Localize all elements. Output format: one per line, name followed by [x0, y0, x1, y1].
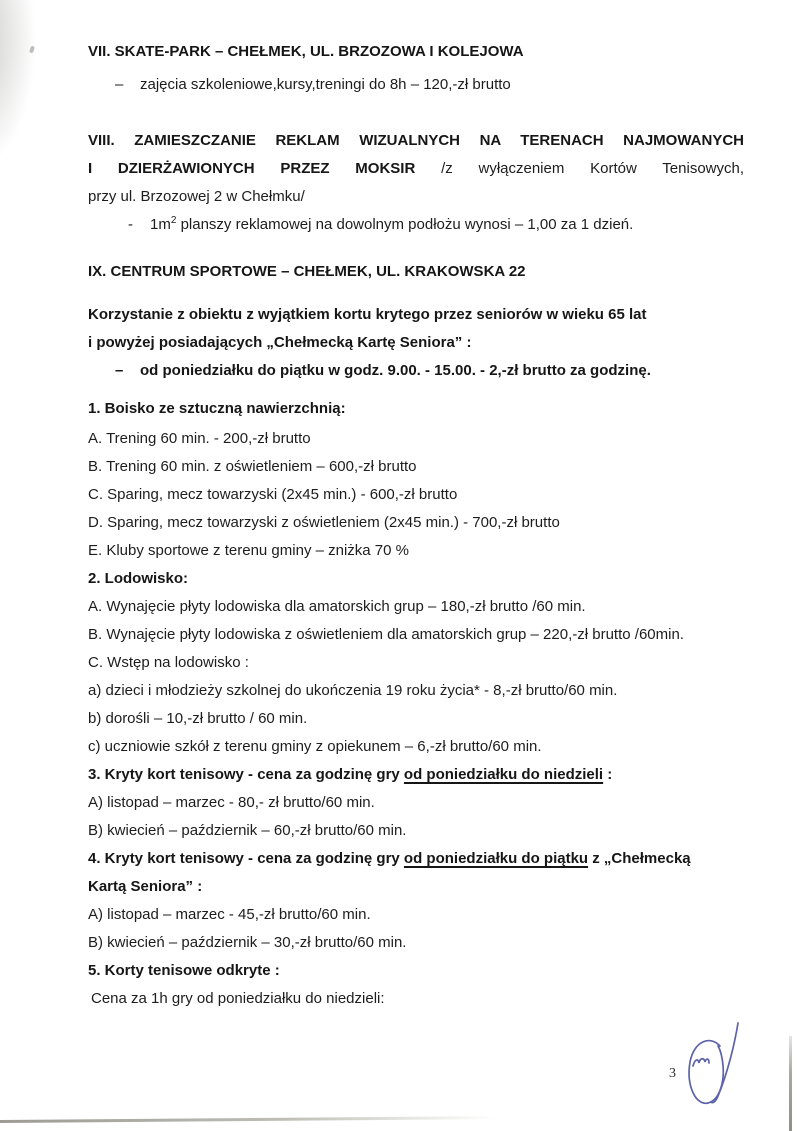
scan-edge-bottom	[0, 1116, 505, 1123]
list-item: A) listopad – marzec - 45,-zł brutto/60 min.	[88, 906, 371, 923]
list-item: B. Wynajęcie płyty lodowiska z oświetleniem dla amatorskich grup – 220,-zł brutto /60min.	[88, 626, 684, 643]
scan-edge-right	[789, 1036, 792, 1131]
section-9-item-text: od poniedziałku do piątku w godz. 9.00. - 15.00. - 2,-zł brutto za godzinę.	[140, 362, 651, 379]
heading-text-part: 3. Kryty kort tenisowy - cena za godzinę gry	[88, 766, 404, 783]
item-text-part: planszy reklamowej na dowolnym podłożu wynosi – 1,00 za 1 dzień.	[176, 216, 634, 233]
section-7-item-text: zajęcia szkoleniowe,kursy,treningi do 8h – 120,-zł brutto	[140, 76, 511, 93]
section-8-item-text	[150, 216, 633, 233]
list-item: C. Wstęp na lodowisko :	[88, 654, 249, 671]
section-9-item	[88, 357, 744, 385]
list-item: A) listopad – marzec - 80,- zł brutto/60 min.	[88, 794, 375, 811]
list-item: A. Wynajęcie płyty lodowiska dla amatorskich grup – 180,-zł brutto /60 min.	[88, 598, 586, 615]
heading-text-part: :	[603, 766, 613, 783]
list-item: D. Sparing, mecz towarzyski z oświetleniem (2x45 min.) - 700,-zł brutto	[88, 514, 560, 531]
scan-shadow-top-left	[0, 0, 70, 220]
section-9-heading: IX. CENTRUM SPORTOWE – CHEŁMEK, UL. KRAKOWSKA 22	[88, 263, 526, 280]
item-text-part: 1m	[150, 216, 171, 233]
section-9-intro-line2: i powyżej posiadających „Chełmecką Kartę Seniora” :	[88, 334, 472, 351]
list-item: B. Trening 60 min. z oświetleniem – 600,-zł brutto	[88, 458, 417, 475]
section-8-item	[88, 211, 744, 239]
list-item: B) kwiecień – październik – 60,-zł brutto/60 min.	[88, 822, 407, 839]
section-7-heading: VII. SKATE-PARK – CHEŁMEK, UL. BRZOZOWA I KOLEJOWA	[88, 43, 524, 60]
subsection-3-heading	[88, 761, 744, 789]
section-8-heading-line2-normal: /z wyłączeniem Kortów Tenisowych,	[441, 160, 744, 177]
document-body	[88, 38, 744, 1013]
scan-speck	[29, 46, 35, 54]
heading-text-part: z „Chełmecką	[588, 850, 691, 867]
signature-handwritten-icon	[680, 1012, 750, 1112]
heading-underlined-part: od poniedziałku do piątku	[403, 850, 589, 867]
subsection-4-heading-line2: Kartą Seniora” :	[88, 878, 203, 895]
section-8-heading-line1: VIII. ZAMIESZCZANIE REKLAM WIZUALNYCH NA TERENACH NAJMOWANYCH	[88, 132, 744, 149]
subsection-2-heading: 2. Lodowisko:	[88, 570, 189, 587]
section-7-item	[88, 71, 744, 99]
section-8-heading-line2-bold: I DZIERŻAWIONYCH PRZEZ MOKSIR	[88, 160, 416, 177]
heading-underlined-part: od poniedziałku do niedzieli	[403, 766, 604, 783]
list-item: C. Sparing, mecz towarzyski (2x45 min.) - 600,-zł brutto	[88, 486, 458, 503]
dash-bullet: –	[115, 76, 124, 93]
section-8-heading-line3: przy ul. Brzozowej 2 w Chełmku/	[88, 188, 305, 205]
subsection-5-heading: 5. Korty tenisowe odkryte :	[88, 962, 280, 979]
superscript-2: 2	[170, 215, 177, 226]
list-item: B) kwiecień – październik – 30,-zł brutto/60 min.	[88, 934, 407, 951]
list-item: E. Kluby sportowe z terenu gminy – zniżka 70 %	[88, 542, 409, 559]
heading-text-part: 4. Kryty kort tenisowy - cena za godzinę gry	[88, 850, 404, 867]
section-9-intro-line1: Korzystanie z obiektu z wyjątkiem kortu krytego przez seniorów w wieku 65 lat	[88, 306, 647, 323]
list-item: A. Trening 60 min. - 200,-zł brutto	[88, 430, 311, 447]
list-item: c) uczniowie szkół z terenu gminy z opiekunem – 6,-zł brutto/60 min.	[88, 738, 542, 755]
subsection-1-heading: 1. Boisko ze sztuczną nawierzchnią:	[88, 400, 346, 417]
list-item: b) dorośli – 10,-zł brutto / 60 min.	[88, 710, 308, 727]
dash-bullet: -	[128, 216, 133, 233]
subsection-5-intro: Cena za 1h gry od poniedziałku do niedzieli:	[91, 990, 385, 1007]
subsection-4-heading-line1	[88, 845, 744, 873]
section-8-heading-line2	[88, 155, 744, 183]
list-item: a) dzieci i młodzieży szkolnej do ukończenia 19 roku życia* - 8,-zł brutto/60 min.	[88, 682, 618, 699]
dash-bullet: –	[115, 362, 124, 379]
page-number: 3	[669, 1066, 676, 1081]
